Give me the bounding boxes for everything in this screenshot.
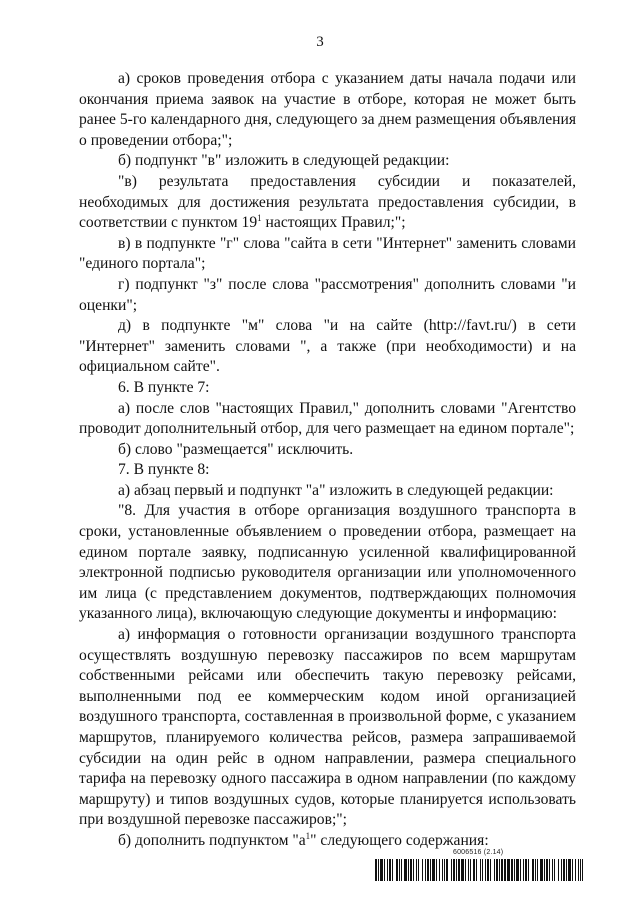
paragraph-text: б) дополнить подпунктом "а	[118, 831, 306, 849]
paragraph-text: а) информация о готовности организации воздушного транспорта осуществлять воздушную перевозку пассажиров по всем маршрутам собственными рейсами или обеспечить такую перевозку рейсами, выполненными под ее коммерческим кодом иной организацией воздушного транспорта, составленная в произвольной форме, с указанием маршрутов, планируемого количества рейсов, размера запрашиваемой субсидии на один рейс в одном направлении, размера специального тарифа на перевозку одного пассажира в одном направлении (по каждому маршруту) и типов воздушных судов, которые планируется использовать при воздушной перевозке пассажиров;";	[79, 626, 576, 829]
paragraph-text: б) подпункт "в" изложить в следующей редакции:	[118, 152, 450, 170]
paragraph-text: " следующего содержания:	[310, 831, 489, 849]
paragraph	[79, 151, 576, 172]
paragraph	[79, 316, 576, 378]
barcode	[375, 859, 583, 881]
document-body	[79, 69, 576, 852]
barcode-stripe	[582, 859, 583, 881]
paragraph-text: "в) результата предоставления субсидии и показателей, необходимых для достижения результата предоставления субсидии, в соответствии с пунктом 19	[79, 172, 576, 232]
paragraph	[79, 481, 576, 502]
paragraph	[79, 172, 576, 234]
paragraph-text: а) после слов "настоящих Правил," дополнить словами "Агентство проводит дополнительный отбор, для чего размещает на едином портале";	[79, 399, 576, 438]
paragraph-text: 7. В пункте 8:	[118, 461, 210, 479]
paragraph	[79, 440, 576, 461]
paragraph	[79, 234, 576, 275]
paragraph-text: а) абзац первый и подпункт "а" изложить в следующей редакции:	[118, 481, 554, 499]
document-code: 6006516 (2.14)	[453, 849, 504, 856]
paragraph	[79, 399, 576, 440]
paragraph-text: в) в подпункте "г" слова "сайта в сети "Интернет" заменить словами "единого портала";	[79, 234, 576, 273]
paragraph-text: 6. В пункте 7:	[118, 378, 210, 396]
superscript: 1	[257, 213, 262, 224]
paragraph	[79, 501, 576, 625]
paragraph	[79, 625, 576, 831]
paragraph	[79, 378, 576, 399]
paragraph-text: д) в подпункте "м" слова "и на сайте (http://favt.ru/) в сети "Интернет" заменить словами ", а также (при необходимости) и на официальном сайте".	[79, 317, 576, 376]
paragraph-text: б) слово "размещается" исключить.	[118, 440, 354, 458]
superscript: 1	[305, 830, 311, 841]
page-number: 3	[316, 34, 324, 50]
paragraph	[79, 275, 576, 316]
paragraph-text: "8. Для участия в отборе организация воздушного транспорта в сроки, установленные объявлением о проведении отбора, размещает на едином портале заявку, подписанную усиленной квалифицированной электронной подписью руководителя организации или уполномоченного им лица (с представлением документов, подтверждающих полномочия указанного лица), включающую следующие документы и информацию:	[79, 502, 576, 623]
paragraph-text: настоящих Правил;";	[261, 214, 406, 232]
paragraph	[79, 460, 576, 481]
paragraph-text: а) сроков проведения отбора с указанием даты начала подачи или окончания приема заявок на участие в отборе, которая не может быть ранее 5-го календарного дня, следующего за днем размещения объявления о проведении отбора;";	[79, 70, 576, 149]
paragraph-text: г) подпункт "з" после слова "рассмотрения" дополнить словами "и оценки";	[79, 275, 576, 314]
paragraph	[79, 69, 576, 151]
